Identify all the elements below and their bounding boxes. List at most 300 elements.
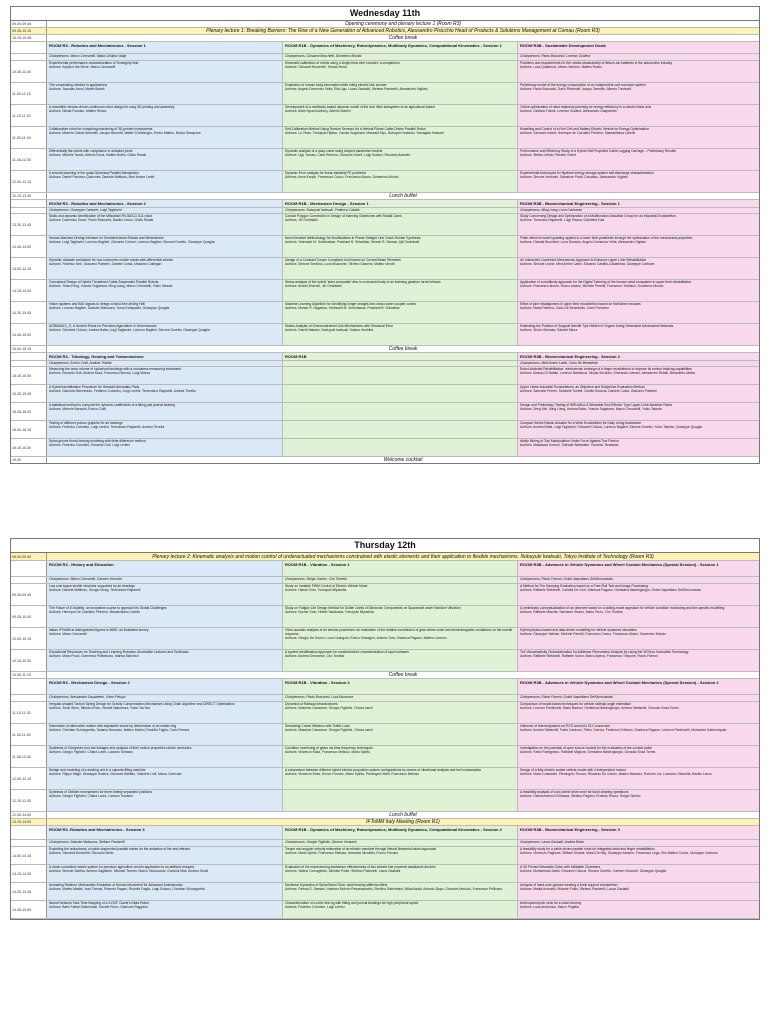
time-cell: 14.00-14.15 <box>11 847 47 864</box>
chairpersons-text: Chairpersons: Marco Ceccarelli, Carmen Visconte <box>47 577 283 583</box>
talk-cell <box>518 324 759 345</box>
talk-cell <box>283 901 518 918</box>
time-cell: 14.45-15.00 <box>11 901 47 918</box>
paper-authors: Authors: Arlan Nyuchoudhury, Alberto Martini <box>285 109 351 114</box>
paper-authors: Authors: Massimo Cavacece, Giorgio Figliolini, Chiara Lanni <box>285 728 373 733</box>
paper-authors: Authors: Michele Barsanti, Enrico Ciulli <box>49 407 106 412</box>
room-session-title: ROOM R3B - Advances in Vehicle Dynamics and Wheel Contact Mechanics (Special Session) - Session 2 <box>518 679 759 694</box>
paper-title: Influence of thermodynamic on ECS control in DLC maneuver <box>520 724 611 728</box>
time-cell: 11.00-11.15 <box>11 83 47 104</box>
paper-authors: Authors: Giorgio Figliolini, Chiara Lanni, Luciano Tomassi <box>49 794 133 799</box>
paper-title: Ability Mining of Tool Manipulation Under Force Against Tow Flexion <box>520 439 619 443</box>
paper-title: AGRIMAKO_O, A Service Robot for Precision Agriculture in Greenhouses <box>49 324 157 328</box>
talk-cell <box>47 149 283 170</box>
time-cell: 11.30-11.45 <box>11 724 47 745</box>
talk-cell <box>518 61 759 82</box>
paper-title: Conical Polygon Connection in Design of Indexing Gearboxes with Radial Cams <box>285 214 402 218</box>
paper-authors: Authors: Masakazu Komori, Toshiaki Watanabe, Tsutomu Terakawa <box>520 443 619 448</box>
time-cell: 14.15-14.30 <box>11 280 47 301</box>
paper-authors: Authors: Edoardo Goti, Andrea Mura, Francesco Mundo, Luigi Mazza <box>49 371 150 376</box>
talk-cell <box>518 584 759 605</box>
chairpersons-text: Chairpersons: Daisuke Matsuura, Stefano Pastorelli <box>47 840 283 846</box>
coffee-break-row <box>11 672 759 679</box>
chairpersons-text: Chairpersons: Flavio Farroni, Guido Napolitano Dell'Annunziata <box>518 577 759 583</box>
paper-authors: Authors: Luigi Tagliavini, Lorenzo Baglieri, Giovanni Colucci, Lorenzo Baglieri, Simone Duretto, Giuseppe Quaglia <box>49 240 215 245</box>
chairpersons-text <box>283 361 518 366</box>
paper-authors: Authors: Giuseppe Valente, Michele Perrelli, Francesco Cosco, Francesco Alvaro, Domenico Mundo <box>520 632 666 637</box>
talk-row <box>11 171 759 193</box>
time-cell: 10.00-10.15 <box>11 628 47 649</box>
paper-title: Dynamic analysis of a quay crane using lumped parameter models <box>285 149 383 153</box>
paper-title: Design and modeling of a docking unit in a capsule-filling machine <box>49 768 146 772</box>
paper-title: Study on Variable PWM Control of Electric Vehicle Motor <box>285 584 368 588</box>
paper-title: A Method for Tire Damping Evaluation based on a Free-Roll Test and Image Processing <box>520 584 648 588</box>
coffee-break-row <box>11 346 759 353</box>
paper-title: A statistical method to compute the dynamic coefficients of a tilting pad journal bearing <box>49 403 175 407</box>
time-cell: 12.00-12.15 <box>11 768 47 789</box>
wednesday-session-block-1 <box>11 42 759 193</box>
talk-cell <box>47 127 283 148</box>
talk-row <box>11 149 759 171</box>
break-text: Coffee break <box>388 35 418 41</box>
talk-row <box>11 236 759 258</box>
paper-title: An Interactive Combined Mechatronic Approach to Enhance Upper Limb Rehabilitation <box>520 258 647 262</box>
paper-title: Upper Limbs Industrial Exoskeletons: an Objective and Subjective Evaluation Method <box>520 385 645 389</box>
paper-title: Static and dynamic identification of the Mitsubishi RV-5AS-D-S11 robot <box>49 214 153 218</box>
paper-authors: Authors: Lorenzo Pantincelli, Mario Bartoni, Gerladina Mastrogiorgio, Andrea Stefanelli, Gonzalo Sosa Torres <box>520 706 679 711</box>
paper-title: Comparison of model-based techniques for vehicle sideslip angle estimation <box>520 702 632 706</box>
lunch-row <box>11 812 759 819</box>
talk-cell <box>47 790 283 811</box>
paper-authors: Authors: Jozsulac Arnol, Martin Bobek <box>49 87 105 92</box>
paper-title: A feasibility study for a cable driven parallel robot for integrated wrist and finger rehabilitation <box>520 847 655 851</box>
talk-cell <box>47 61 283 82</box>
room-session-title: ROOM R3 - Mechanism Design - Session 2 <box>47 679 283 694</box>
time-cell: 09.00-09.45 <box>11 21 47 27</box>
paper-authors: Authors: Kyohei Goto, Hideki Yasukawa, Tomoyuki Miyashita <box>285 610 374 615</box>
break-text: Coffee break <box>388 346 418 352</box>
talk-cell <box>518 702 759 723</box>
paper-authors: Authors: Matteo Mattini, Ivan Tomasi, Roberto Pagani, Rodolfo Faglia, Luigi Solazzi, Christian Schoeppetta <box>49 887 205 892</box>
session-header-row <box>11 826 759 840</box>
paper-title: Nonlinear Dynamics of Spiral Bevel Gear: axial bearing stiffness effect <box>285 883 388 887</box>
paper-title: Differentially flat robots with compliance in actuated joints <box>49 149 133 153</box>
paper-title: Anthropomorphic neck for a crash dummy <box>520 901 582 905</box>
time-cell: 10.15-10.30 <box>11 650 47 671</box>
paper-authors: Authors: Mattia Antonelli, Michele Polito, Stefano Pastorelli, Laura Gastaldi <box>520 887 629 892</box>
paper-authors: Authors: Mario Spirito, Francesco Melluso, Armando Nicolella, Enrico Fornaro <box>285 851 399 856</box>
paper-authors: Authors: Federico Neri, Giacomo Palmieri, Daniele Costa, Massimo Callegari <box>49 262 162 267</box>
talk-cell <box>518 865 759 882</box>
talk-cell <box>47 439 283 456</box>
plenary-text: Plenary lecture 1: Breaking Barriers: The Rise of a New Generation of Advanced Robotics, Alessandro Pisicchio Head of Products & Solutions Management at Comau (Room R3) <box>206 28 600 34</box>
talk-row <box>11 280 759 302</box>
talk-cell <box>47 650 283 671</box>
talk-cell <box>283 280 518 301</box>
plenary-row <box>11 553 759 561</box>
paper-title: Dynamic obstacle avoidance for non-holonomic mobile robots with differential wheels <box>49 258 174 262</box>
talk-cell <box>518 790 759 811</box>
paper-title: Study on Fatigue Life Design Method for Solder Joints of Electronic Components on Spacecraft under Random Vibration <box>285 606 461 610</box>
chairpersons-row <box>11 577 759 584</box>
talk-row <box>11 105 759 127</box>
paper-title: Machine Learning Algorithm for identifying longer straight-line crank-rocker coupler curves <box>285 302 417 306</box>
talk-cell <box>283 790 518 811</box>
time-cell <box>11 361 47 366</box>
paper-title: Application of a multibody approach for the Digital Twinning of the human-robot ecosystem in upper limb rehabilitation <box>520 280 692 284</box>
time-cell: 10.45-11.00 <box>11 61 47 82</box>
talk-row <box>11 847 759 865</box>
paper-title: Educational Resources for Teaching and Learning Robotics: Accessible Lectures and Textbooks <box>49 650 189 654</box>
talk-cell <box>47 236 283 257</box>
paper-title: The Future of E-Mobility: an innovative course to approach its Global Challenges <box>49 606 167 610</box>
talk-cell <box>47 403 283 420</box>
paper-title: Animating Realism: Mechanistic Emulation of Human Movement for Advanced Animatronics <box>49 883 183 887</box>
talk-cell <box>518 724 759 745</box>
paper-authors: Authors: Raffaele Marotta, Salvatore Strano, Mario Terzo, Ciro Tordela <box>520 610 623 615</box>
paper-title: Evaluation of the maneuvering assistance effectiveness of two wheels hair powered assistance devices <box>285 865 436 869</box>
time-cell <box>11 826 47 839</box>
paper-authors: Authors: Kaylynn Ma Shine, Marco Ceccarelli <box>49 65 116 70</box>
paper-title: Torque and angular velocity estimation of an electric machine through Neural Networks based approach <box>285 847 437 851</box>
time-cell: 16.00-16.15 <box>11 421 47 438</box>
paper-title: Design of a Constant-Torque Compliant Joint based on Curved Beam Elements <box>285 258 401 262</box>
paper-authors: Authors: Jiří Ondrášek <box>285 218 318 223</box>
time-cell: 12.00-12.15 <box>11 171 47 192</box>
paper-authors: Authors: Claudia Bucchieri, Luca Devasio, Angelo Domenico Vella, Alessandro Vigliani <box>520 240 647 245</box>
talk-cell <box>283 61 518 82</box>
talk-cell <box>47 702 283 723</box>
break-text: Coffee break <box>388 672 418 678</box>
chairpersons-text: Chairpersons: Giorgio Figliolini, Simone Venturini <box>283 840 518 846</box>
paper-title: Generation of alternative motion with adjustable stroke by deformation of an elastic ring <box>49 724 177 728</box>
talk-cell <box>518 367 759 384</box>
opening-text: Opening ceremony and plenary lecture 1 (Room R3) <box>344 21 462 27</box>
chairpersons-text: Chairpersons: Nobuyuki Iwatsuki, Federica Caballo <box>283 208 518 213</box>
paper-authors: Authors: Giovanni Boschetti, Teresa Sinico <box>285 65 348 70</box>
chairpersons-text: Chairpersons: Flavio Farroni, Guido Napolitano Dell'Annunziata <box>518 695 759 701</box>
time-cell: 10.15-10.45 <box>11 35 47 41</box>
talk-cell <box>283 258 518 279</box>
session-header-row <box>11 561 759 577</box>
paper-authors: Authors: Raffaele Stefanelli, Raffaele Suero, Marco Apena, Francesco Timpone, Flavio Farroni <box>520 654 658 659</box>
talk-row <box>11 746 759 768</box>
time-cell: 15.45-16.00 <box>11 403 47 420</box>
talk-cell <box>518 768 759 789</box>
room-session-title: ROOM R3B - Advances in Vehicle Dynamics and Wheel Contact Mechanics (Special Session) - Session 1 <box>518 561 759 576</box>
paper-authors: Authors: Domenico Dona', Paolo Boscariol, Basilio Lenzo, Giulio Rosati <box>49 218 154 223</box>
paper-title: A feasibility analysis of a six-wheel drive rover for bush clearing operations <box>520 790 629 794</box>
paper-authors: Authors: Andrea Stefanelli, Fabio Cardone, Pietro Carrola, Federica Di Marzo, Gianluca Pagano, Lorenzo Pantincelli, Mohamed Gathennyssb <box>520 728 727 733</box>
time-cell: 11.15-11.30 <box>11 105 47 126</box>
room-session-title: ROOM R3 -Robotics and Mechatronics - Session 3 <box>47 826 283 839</box>
talk-row <box>11 302 759 324</box>
talk-row <box>11 584 759 606</box>
paper-authors: Authors: Andrea Botta, Luigi Tagliavini, Giovanni Colucci, Lorenzo Baglieri, Simone Duretto, Yukio Takeda, Giuseppe Quaglia <box>520 425 702 430</box>
paper-title: Exploiting the redundancy of cable suspended parallel robots for the actuation of the end-effector <box>49 847 191 851</box>
paper-title: Experimental performance characterization of Tensegrity limb <box>49 61 139 65</box>
plenary-row <box>11 28 759 35</box>
time-cell <box>11 353 47 360</box>
opening-row <box>11 21 759 28</box>
talk-cell <box>283 236 518 257</box>
talk-cell <box>47 746 283 767</box>
paper-title: Experimental techniques for flywheel energy storage system self-discharge characterization <box>520 171 654 175</box>
time-cell <box>11 695 47 701</box>
paper-title: Conceptual Design of Hybrid Thrustered Cable-Suspended Parallel Robots <box>49 280 159 284</box>
room-session-title: ROOM R3B - Biomechanical Engineering - Session 2 <box>518 353 759 360</box>
paper-title: Characterization of a roller test rig with fitting and journal bearings for high peripheral speed <box>285 901 419 905</box>
talk-row <box>11 702 759 724</box>
room-session-title: ROOM R1B - Dynamics of Machinery, Rotordynamics, Multibody Dynamics, Computational Kinematics - Session 2 <box>283 826 518 839</box>
paper-authors: Authors: Giovanni Colucci, Andrea Botta, Luigi Tagliavini, Lorenzo Baglieri, Simone Duretto, Giuseppe Quaglia <box>49 328 210 333</box>
paper-title: Self-Calibration Method Using Tension Sensors for a Vertical Planar Cable-Driven Parallel Robot <box>285 127 426 131</box>
paper-title: Stress analysis of the hybrid 'steel-composite' disc in a sinusoid body of an indexing gearbox turret follower <box>285 280 441 284</box>
time-cell: 15.15-15.30 <box>11 367 47 384</box>
paper-authors: Authors: Angelo Domenico Vella, Elia Ugo, Lucas Gastaldi, Stefano Pastorelli, Alessandro Vigliani <box>285 87 428 92</box>
paper-title: Dynamics of Railway Infrastructures <box>285 702 338 706</box>
paper-authors: Authors: Farhad S. Samani, Hashem Mohsin Rezaeiazadeh, Sheikhu Rahimhani, Milad Asadi, Antonio Zippo, Giovanni Iarriccio, Francesco Pellicano <box>285 887 503 892</box>
talk-row <box>11 324 759 346</box>
room-session-title: ROOM R3 - History and Education <box>47 561 283 576</box>
talk-cell <box>283 421 518 438</box>
paper-title: Low cost space shuttle simulator supported by air bearings <box>49 584 135 588</box>
paper-authors: Authors: Fabio Rumignano, Raffaele Migliore, Gerladina Mastrogiorgio, Gonzalo Sosa Torres <box>520 750 656 755</box>
paper-authors: Authors: Giovanni Boschetti, Riccardo Minto <box>49 851 114 856</box>
paper-authors: Authors: Bafin Faliad Shahrezaei, Davide Rizzo, Gianluca Ruggiero <box>49 905 148 910</box>
paper-authors: Authors: Federico Colombo, Luigi Lentini <box>285 905 345 910</box>
room-session-title: ROOM R1B <box>283 353 518 360</box>
paper-authors: Authors: Ugo Tomasi, Carlo Remino, Giovanni Incerti, Luigi Solazzi, Riccardo Adamini <box>285 153 411 158</box>
paper-authors: Authors: Daniela Maffiodo, Giorgio Mung, Terenziano Raparelli <box>49 588 141 593</box>
talk-row <box>11 214 759 236</box>
paper-authors: Authors: Yeshwant M. Sonkhaskar, Prashant B. Shiwalkar, Dinesh R. Zanwar, Ajit Ondriasek <box>285 240 420 245</box>
talk-cell <box>518 127 759 148</box>
paper-title: A preliminary conceptualization of an observer based on a sliding-mode approach for vehicle condition monitoring and tire-specific modelling <box>520 606 725 610</box>
time-cell <box>11 200 47 207</box>
talk-cell <box>518 149 759 170</box>
room-session-title: ROOM R3B - Sustainable Development Goals <box>518 42 759 53</box>
paper-title: Finite element model updating applied to a lower limb prosthesis through the optimization of the mechanical properties <box>520 236 693 240</box>
paper-authors: Authors: Luca Andronico, Marco Pagella <box>520 905 579 910</box>
talk-cell <box>47 83 283 104</box>
paper-title: Spiral groove thrust bearing modeling with finite difference method <box>49 439 146 443</box>
paper-title: Testing of different porous graphite for air bearings <box>49 421 123 425</box>
talk-row <box>11 127 759 149</box>
paper-authors: Authors: Massimo Cavacece, Giorgio Figliolini, Chiara Lanni <box>285 706 373 711</box>
session-header-row <box>11 200 759 208</box>
talk-cell <box>47 367 283 384</box>
time-cell <box>11 208 47 213</box>
talk-cell <box>518 280 759 301</box>
paper-authors: Authors: Giacomo Benvenuto, Federico Colombo, Luigi Lentini, Terenziano Raparelli, Andrea Trivella <box>49 389 196 394</box>
talk-cell <box>47 214 283 235</box>
paper-authors: Authors: Mario Costantini, Pierangelo Tirocco, Riccardo De Castro, Matteo Massaro, Roberto Lot, Ludovico Ottonella, Basilio Lenzo <box>520 772 712 777</box>
paper-title: Simulating Crowd Vibration with Traffic Load <box>285 724 350 728</box>
talk-cell <box>283 214 518 235</box>
talk-cell <box>283 768 518 789</box>
talk-cell <box>283 403 518 420</box>
paper-authors: Authors: Giuliano Fabris, Lorenzo Scalera, Alessandro Gasparetto <box>520 109 617 114</box>
talk-cell <box>47 385 283 402</box>
talk-cell <box>47 865 283 882</box>
talk-row <box>11 628 759 650</box>
paper-authors: Authors: Mohan R. Nagarkar, Yeshwant M. Sonkhaskar, Prashant B. Shiwalkar <box>285 306 400 311</box>
talk-row <box>11 421 759 439</box>
talk-row <box>11 83 759 105</box>
room-session-title: ROOM R3 - Robotics and Mechatronics - Session 1 <box>47 42 283 53</box>
talk-cell <box>518 606 759 627</box>
time-cell: 09.45-10.15 <box>11 28 47 34</box>
talk-cell <box>283 883 518 900</box>
lunch-text: Lunch buffet <box>389 812 417 818</box>
talk-cell <box>283 746 518 767</box>
talk-cell <box>518 83 759 104</box>
talk-cell <box>47 421 283 438</box>
talk-cell <box>518 746 759 767</box>
paper-title: A smooth planning in the quasi-Spherical Parallel Manipulator <box>49 171 139 175</box>
plenary-text: Plenary lecture 2: Kinematic analysis and motion control of underactuated mechanisms constrained with elastic elements and their application to flexible mechanisms. Nobuyuki Iwatsuki, Tokyo Institute of Technology (Room R3) <box>152 553 654 560</box>
talk-cell <box>47 883 283 900</box>
paper-authors: Authors: Lu Yihan, Toshiyuki Hijiiwa, Yusuke Sugahara, Masaaki Kiyo, Nobuyuki Iwatsuki, Yamagata Katsumi <box>285 131 444 136</box>
paper-authors: Authors: Samuele Ferreri, Samuele Tonetti, Cecilia Scoccia, Daniele Costa, Giacomo Palmieri <box>520 389 657 394</box>
paper-title: Neural Network Task Time Mapping of a 3-DOF Clavel's Delta Robot <box>49 901 149 905</box>
cocktail-text: Welcome cocktail <box>383 457 423 463</box>
paper-authors: Authors: Zeng Wei, Ming Liang, Andrea Botta, Yusuke Sugahara, Marco Ceccarelli, Yukio Takeda <box>520 407 662 412</box>
paper-title: Synthesis of Oldham mechanisms for three-finitely separated positions <box>49 790 152 794</box>
chairpersons-text: Chairpersons: Paolo Boscariol, Luca Bruzzone <box>283 695 518 701</box>
talk-row <box>11 865 759 883</box>
meeting-row <box>11 819 759 826</box>
time-cell: 11.30-11.45 <box>11 127 47 148</box>
chairpersons-row <box>11 54 759 61</box>
room-session-title: ROOM R1B - Dynamics of Machinery, Rotordynamics, Multibody Dynamics, Computational Kinematics - Session 1 <box>283 42 518 53</box>
paper-authors: Authors: Vincenzo Paglione, William Sinclair, Mario De Maj, Giuseppe Abrams, Francesco Lega, Elio Matteo Curcio, Giuseppe Carbone <box>520 851 718 856</box>
talk-cell <box>47 105 283 126</box>
chairpersons-text: Chairpersons: Paolo Boscariol, Lorenzo Scalera <box>518 54 759 60</box>
talk-row <box>11 439 759 457</box>
paper-title: Novel Iterative Methodology for Modifications in Planar Straight Line Crank-Rocker Synthesis <box>285 236 421 240</box>
thursday-session-block-3 <box>11 826 759 919</box>
chairpersons-text: Chairpersons: Med Amine Laribi, Carlo De Benedictis <box>518 361 759 366</box>
paper-title: A 3D Printed Wearable Glove with Inflatable Chambers <box>520 865 601 869</box>
room-session-title: ROOM R1B - Mechanism Design - Session 1 <box>283 200 518 207</box>
talk-cell <box>518 628 759 649</box>
time-cell: 14.15-14.30 <box>11 865 47 882</box>
paper-authors: Authors: Andrea Genovese, Ciro Tordela <box>285 654 345 659</box>
paper-title: Italian IFToMM at distinguished figures in MMS: an illustrated survey <box>49 628 149 632</box>
paper-title: Dynamic Error analysis for linear-elasticity FE problems <box>285 171 366 175</box>
talk-row <box>11 385 759 403</box>
cocktail-row <box>11 457 759 463</box>
paper-authors: Authors: Stefan Leitner, Renato Vidoni <box>520 153 577 158</box>
time-cell: 10.30-11.15 <box>11 672 47 678</box>
talk-cell <box>47 724 283 745</box>
room-session-title: ROOM R3B - Biomechanical Engineering - Session 3 <box>518 826 759 839</box>
paper-authors: Authors: Alessio Di Natale, Lorenzo Bartolucci, Nicola Secciani, Gherardo Liverani, Alessandro Ridolfi, Benedetto Allotta <box>520 371 695 376</box>
talk-row <box>11 790 759 812</box>
paper-title: Measuring the wear volume of cylindrical bushings with a roundness measuring instrument <box>49 367 182 371</box>
time-cell: 13.20-14.00 <box>11 819 47 825</box>
chairpersons-text: Chairpersons: Sergio Savino, Ciro Tordela <box>283 577 518 583</box>
talk-cell <box>518 236 759 257</box>
paper-title: Effect of joint misalignment in upper limb exoskeleton based on McKibben muscles <box>520 302 641 306</box>
paper-authors: Authors: Michele Gabrio Antonelli, Jacopo Brunetti, Walter D'Ambrogio, Enrico Matteo, Nicola Stampone <box>49 131 201 136</box>
talk-cell <box>283 847 518 864</box>
paper-title: Vision systems and IMU signals to design a hand-free driving HMI <box>49 302 146 306</box>
paper-authors: Authors: Giovanni Incerti, Henrique de Carvalho Pinheiro, Massimiliana Carello <box>520 131 636 136</box>
paper-title: A Hybrid Identification Procedure for Greased Aerostatic Pads <box>49 385 140 389</box>
paper-authors: Authors: Giandomenico Di Massa, Stefano Pagano, Ernesto Rocca, Sergio Savino <box>520 794 641 799</box>
paper-title: Design and Preliminary Testing of WRLisBot: A Wearable End-Effector Type Upper-Limb Assistive Robot <box>520 403 673 407</box>
time-cell: 15.30-15.45 <box>11 385 47 402</box>
paper-authors: Authors: Simone Serafino, Luca Bruzzone, Oliviero Giannini, Matteo Verotti <box>285 262 395 267</box>
paper-title: Irregular-shaped Torsion Spring Design for Gravity Compensation Mechanism Using Chain Algorithm and DIRECT Optimization <box>49 702 235 706</box>
paper-authors: Authors: Simone Leone, Med Amine Laribi, Edoardo Castillo-Castañeda, Giuseppe Carbone <box>520 262 655 267</box>
room-session-title: ROOM R3 - Robotics and Mechatronics - Session 2 <box>47 200 283 207</box>
talk-cell <box>518 171 759 192</box>
paper-title: Modelling and Control of a Fuel Cell and Battery Electric Vehicle for Energy Optimisation <box>520 127 649 131</box>
talk-row <box>11 61 759 83</box>
time-cell: 13.45-14.00 <box>11 236 47 257</box>
talk-cell <box>518 302 759 323</box>
paper-authors: Authors: Daichi Nakano, Nobuyuki Iwatsuki, Katsuo Hoshiba <box>285 328 374 333</box>
time-cell: 11.45-12.00 <box>11 149 47 170</box>
paper-title: Compact Series Elastic Actuator for a Wrist Exoskeleton for Daily Living Assistance <box>520 421 642 425</box>
time-cell <box>11 577 47 583</box>
paper-title: Problems and requirements for the robotic disassembly of lithium-ion batteries in the automotive industry <box>520 61 673 65</box>
paper-title: Kinematic calibration of robots using a single-blow wire encoder: a comparison <box>285 61 400 65</box>
talk-row <box>11 768 759 790</box>
chairpersons-text: Chairpersons: Giuseppe Carbone, Luigi Tagliavini <box>47 208 283 213</box>
paper-authors: Authors: Francesco Aloero, Rocco Adduci, Michele Perrelli, Francesco Trebisco, Domenico Mundo <box>520 284 664 289</box>
paper-title: Collaborative robot for computing machining of 3D-printed components <box>49 127 153 131</box>
paper-authors: Authors: Vincenzo Niola, Enrico Fornaro, Mario Spirito, Pierangelo Malfi, Francesco Melluso <box>285 772 420 777</box>
talk-cell <box>518 258 759 279</box>
chairpersons-row <box>11 840 759 847</box>
paper-authors: Authors: Andrei Zhachin, Jiří Ondrášek <box>285 284 342 289</box>
paper-title: Vibro-acoustic analysis of an electric powertrain: an evaluation of the relative contribution of gear whine noise and electromagnetic excitations on the overall response <box>285 628 513 637</box>
talk-cell <box>47 768 283 789</box>
paper-authors: Authors: Vincenzo Niola, Francesco Melluso, Mario Spirito <box>285 750 370 755</box>
paper-title: Evaluation of human body kinematics while riding electric kick scooter <box>285 83 387 87</box>
paper-authors: Authors: Shoko Manaka, Satoshi Miura <box>520 328 578 333</box>
talk-row <box>11 258 759 280</box>
talk-row <box>11 367 759 385</box>
talk-row <box>11 724 759 746</box>
room-session-title: ROOM R1B - Vibration - Session 2 <box>283 679 518 694</box>
paper-authors: Authors: Anna Karpik, Francesco Cosco, Francesco Alvaro, Domenico Mundo <box>285 175 399 180</box>
time-cell: 12.15-13.30 <box>11 193 47 199</box>
talk-row <box>11 606 759 628</box>
talk-cell <box>283 302 518 323</box>
talk-cell <box>283 628 518 649</box>
talk-cell <box>518 105 759 126</box>
paper-title: Human-Machine Driving Interface for Omnidirectional Robots and Wheelchairs <box>49 236 164 240</box>
session-header-row <box>11 353 759 361</box>
meeting-text: IFToMM Italy Meeting (Room R1) <box>366 819 440 825</box>
time-cell: 15.00-15.15 <box>11 346 47 352</box>
paper-authors: Authors: Luca Quattrocci, Marco Santoro, Matteo Russo <box>520 65 602 70</box>
time-cell: 09.45-10.00 <box>11 606 47 627</box>
talk-cell <box>47 324 283 345</box>
talk-row <box>11 403 759 421</box>
paper-authors: Authors: Paolo Boscariol, Dario Richiedei, Iacopo Tamellin, Alberto Trevisani <box>520 87 632 92</box>
talk-cell <box>283 584 518 605</box>
paper-title: Robot-Assisted Rehabilitation: mechatronic redesign of a finger exoskeleton to improve its motion tracking capabilities <box>520 367 692 371</box>
talk-cell <box>283 606 518 627</box>
paper-authors: Authors: Simone Venturini, Salvatore Paolo Cavallaro, Alessandro Vigliani <box>520 175 628 180</box>
